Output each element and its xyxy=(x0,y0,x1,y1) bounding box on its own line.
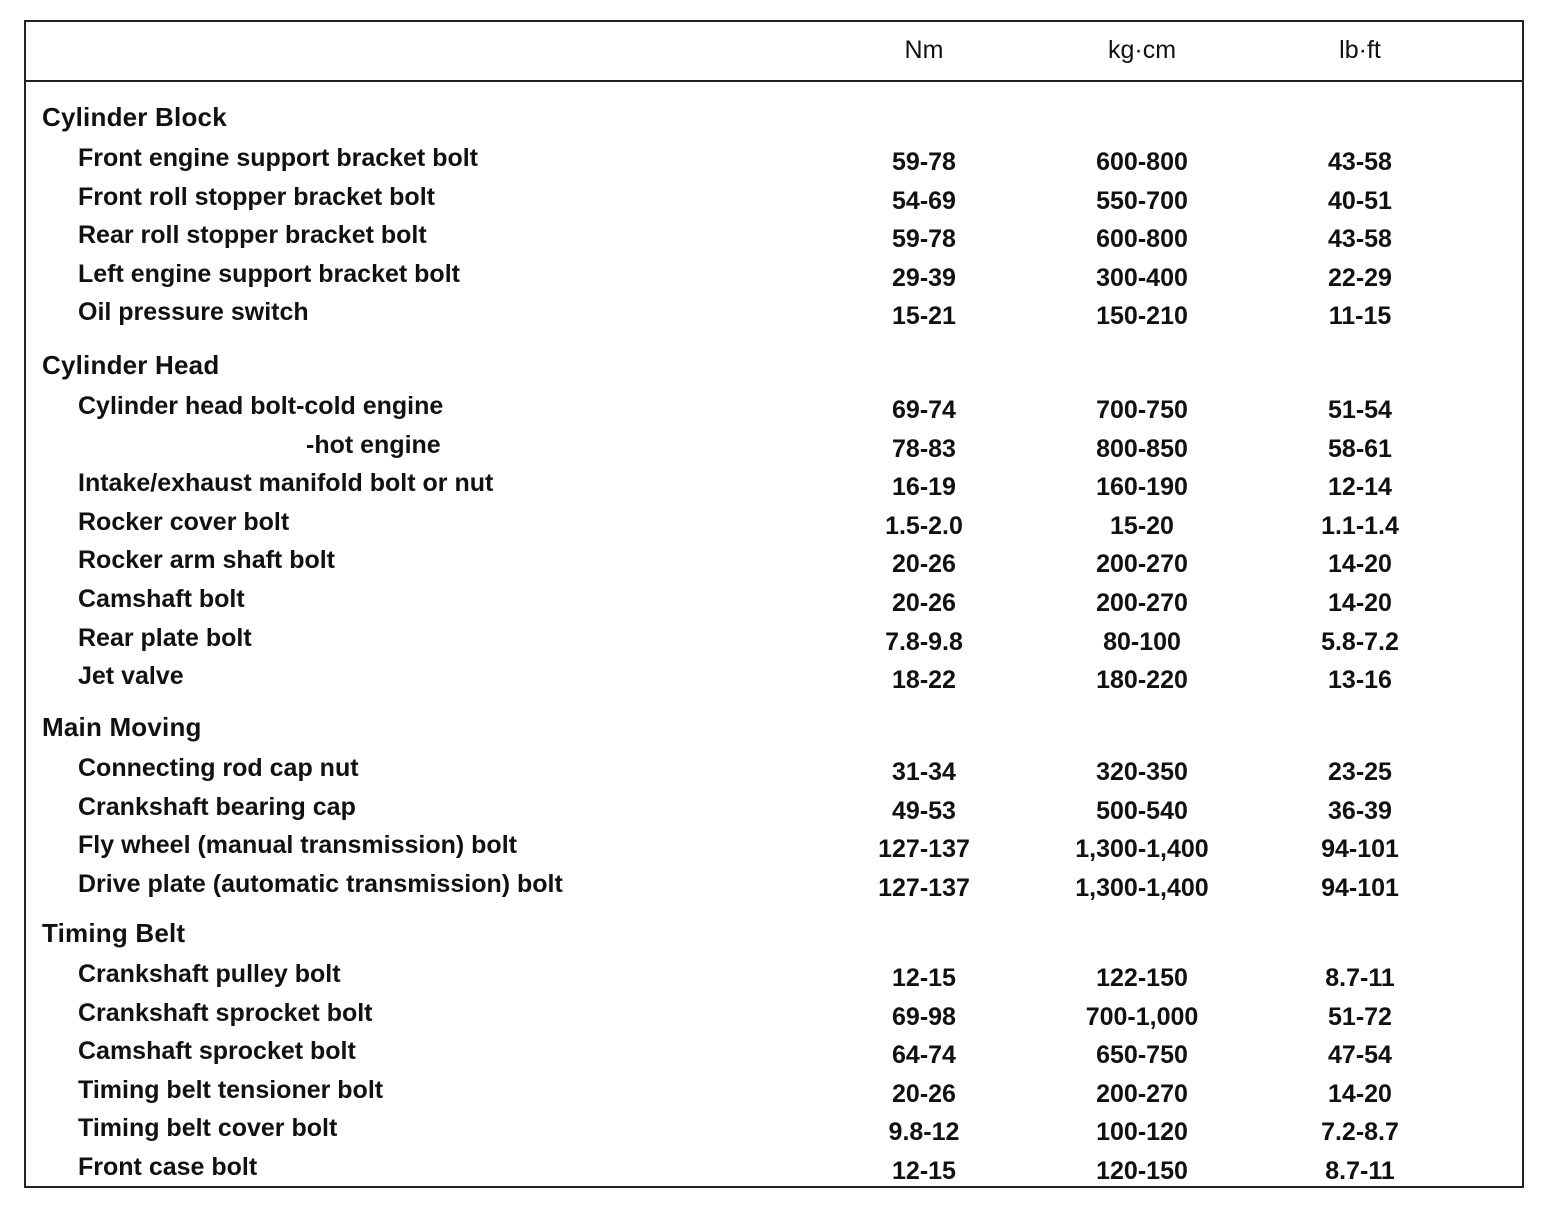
item-label: Camshaft bolt xyxy=(78,585,245,613)
table-row xyxy=(26,662,1522,700)
table-row xyxy=(26,999,1522,1037)
lbft-value: 1.1-1.4 xyxy=(1321,511,1399,540)
nm-value: 16-19 xyxy=(892,473,956,502)
kgcm-value: 80-100 xyxy=(1103,627,1181,656)
section-title: Main Moving xyxy=(42,712,202,742)
table-row xyxy=(26,1114,1522,1152)
nm-value: 78-83 xyxy=(892,434,956,463)
lbft-value: 11-15 xyxy=(1328,302,1392,331)
table-row xyxy=(26,1037,1522,1075)
kgcm-value: 120-150 xyxy=(1096,1157,1188,1185)
nm-value: 1.5-2.0 xyxy=(885,511,963,540)
item-label: -hot engine xyxy=(306,430,441,459)
kgcm-value: 300-400 xyxy=(1096,263,1188,292)
kgcm-value: 1,300-1,400 xyxy=(1075,835,1209,864)
lbft-value: 43-58 xyxy=(1328,148,1392,176)
nm-value: 127-137 xyxy=(878,873,970,902)
lbft-value: 14-20 xyxy=(1328,550,1392,579)
lbft-value: 94-101 xyxy=(1321,835,1399,864)
lbft-value: 13-16 xyxy=(1328,666,1392,695)
lbft-value: 8.7-11 xyxy=(1325,1157,1395,1185)
kgcm-value: 150-210 xyxy=(1096,302,1188,331)
lbft-value: 58-61 xyxy=(1328,434,1392,463)
nm-value: 9.8-12 xyxy=(888,1118,960,1147)
table-row xyxy=(26,870,1522,908)
table-row xyxy=(26,260,1522,298)
item-label: Drive plate (automatic transmission) bolt xyxy=(78,869,563,898)
table-row xyxy=(26,960,1522,998)
item-label: Jet valve xyxy=(78,662,184,691)
item-label: Left engine support bracket bolt xyxy=(78,259,460,288)
lbft-value: 43-58 xyxy=(1328,225,1392,254)
kgcm-value: 200-270 xyxy=(1096,1079,1188,1108)
lbft-value: 40-51 xyxy=(1328,186,1392,215)
table-row xyxy=(26,221,1522,259)
item-label: Rear plate bolt xyxy=(78,623,252,652)
table-row xyxy=(26,144,1522,182)
nm-value: 59-78 xyxy=(892,225,956,254)
table-row xyxy=(26,831,1522,869)
item-label: Rocker arm shaft bolt xyxy=(78,546,336,575)
nm-value: 12-15 xyxy=(892,964,956,992)
table-row xyxy=(26,508,1522,546)
item-label: Crankshaft pulley bolt xyxy=(78,960,341,988)
lbft-value: 12-14 xyxy=(1328,473,1392,502)
nm-value: 59-78 xyxy=(892,148,956,176)
item-label: Camshaft sprocket bolt xyxy=(78,1037,356,1066)
kgcm-value: 500-540 xyxy=(1096,796,1188,825)
item-label: Front roll stopper bracket bolt xyxy=(78,182,435,211)
item-label: Intake/exhaust manifold bolt or nut xyxy=(78,469,494,498)
kgcm-value: 550-700 xyxy=(1096,186,1188,215)
section-title: Cylinder Block xyxy=(42,102,227,132)
nm-value: 69-98 xyxy=(892,1002,956,1031)
item-label: Front engine support bracket bolt xyxy=(78,144,479,172)
nm-value: 15-21 xyxy=(892,302,956,331)
table-row xyxy=(26,298,1522,336)
table-row xyxy=(26,392,1522,430)
nm-value: 31-34 xyxy=(892,758,956,786)
item-label: Fly wheel (manual transmission) bolt xyxy=(78,831,517,860)
item-label: Rocker cover bolt xyxy=(78,507,290,536)
item-label: Front case bolt xyxy=(78,1153,258,1181)
lbft-value: 51-72 xyxy=(1328,1002,1392,1031)
table-header xyxy=(26,22,1522,82)
nm-value: 64-74 xyxy=(892,1041,956,1070)
item-label: Timing belt cover bolt xyxy=(78,1114,338,1143)
kgcm-value: 600-800 xyxy=(1096,148,1188,176)
nm-value: 49-53 xyxy=(892,796,956,825)
nm-value: 12-15 xyxy=(892,1157,956,1185)
lbft-value: 7.2-8.7 xyxy=(1321,1118,1399,1147)
lbft-value: 23-25 xyxy=(1328,758,1392,786)
table-row xyxy=(26,546,1522,584)
kgcm-value: 100-120 xyxy=(1096,1118,1188,1147)
item-label: Rear roll stopper bracket bolt xyxy=(78,221,427,250)
item-label: Oil pressure switch xyxy=(78,298,309,327)
table-row xyxy=(26,183,1522,221)
section-title: Cylinder Head xyxy=(42,350,220,380)
nm-value: 20-26 xyxy=(892,589,956,617)
kgcm-value: 650-750 xyxy=(1096,1041,1188,1070)
lbft-value: 14-20 xyxy=(1328,589,1392,617)
lbft-value: 14-20 xyxy=(1328,1079,1392,1108)
table-row xyxy=(26,1153,1522,1191)
table-row xyxy=(26,469,1522,507)
table-row xyxy=(26,585,1522,623)
kgcm-value: 122-150 xyxy=(1096,964,1188,992)
nm-value: 127-137 xyxy=(878,835,970,864)
nm-value: 20-26 xyxy=(892,1079,956,1108)
lbft-value: 5.8-7.2 xyxy=(1321,627,1399,656)
item-label: Timing belt tensioner bolt xyxy=(78,1075,384,1104)
item-label: Crankshaft bearing cap xyxy=(78,792,356,821)
kgcm-value: 1,300-1,400 xyxy=(1075,873,1209,902)
item-label: Crankshaft sprocket bolt xyxy=(78,998,373,1027)
nm-value: 7.8-9.8 xyxy=(885,627,963,656)
lbft-value: 36-39 xyxy=(1328,796,1392,825)
section-title: Timing Belt xyxy=(42,918,186,948)
item-label: Cylinder head bolt-cold engine xyxy=(78,392,444,420)
table-row xyxy=(26,624,1522,662)
nm-value: 29-39 xyxy=(892,263,956,292)
kgcm-value: 15-20 xyxy=(1110,511,1174,540)
table-row xyxy=(26,754,1522,792)
item-label: Connecting rod cap nut xyxy=(78,754,359,782)
kgcm-value: 160-190 xyxy=(1096,473,1188,502)
nm-value: 54-69 xyxy=(892,186,956,215)
column-header-nm: Nm xyxy=(904,36,944,64)
lbft-value: 47-54 xyxy=(1328,1041,1392,1070)
kgcm-value: 700-750 xyxy=(1096,396,1188,424)
lbft-value: 22-29 xyxy=(1328,263,1392,292)
column-header-lbft: lb·ft xyxy=(1339,36,1381,64)
table-row xyxy=(26,1076,1522,1114)
table-row xyxy=(26,431,1522,469)
kgcm-value: 700-1,000 xyxy=(1085,1002,1199,1031)
kgcm-value: 600-800 xyxy=(1096,225,1188,254)
kgcm-value: 800-850 xyxy=(1096,434,1188,463)
kgcm-value: 200-270 xyxy=(1096,589,1188,617)
nm-value: 18-22 xyxy=(892,666,956,695)
kgcm-value: 200-270 xyxy=(1096,550,1188,579)
table-row xyxy=(26,793,1522,831)
kgcm-value: 180-220 xyxy=(1096,666,1188,695)
nm-value: 69-74 xyxy=(892,396,956,424)
torque-spec-table xyxy=(24,20,1524,1188)
lbft-value: 51-54 xyxy=(1328,396,1392,424)
lbft-value: 94-101 xyxy=(1321,873,1399,902)
column-header-kgcm: kg·cm xyxy=(1107,36,1177,64)
kgcm-value: 320-350 xyxy=(1096,758,1188,786)
lbft-value: 8.7-11 xyxy=(1325,964,1395,992)
nm-value: 20-26 xyxy=(892,550,956,579)
